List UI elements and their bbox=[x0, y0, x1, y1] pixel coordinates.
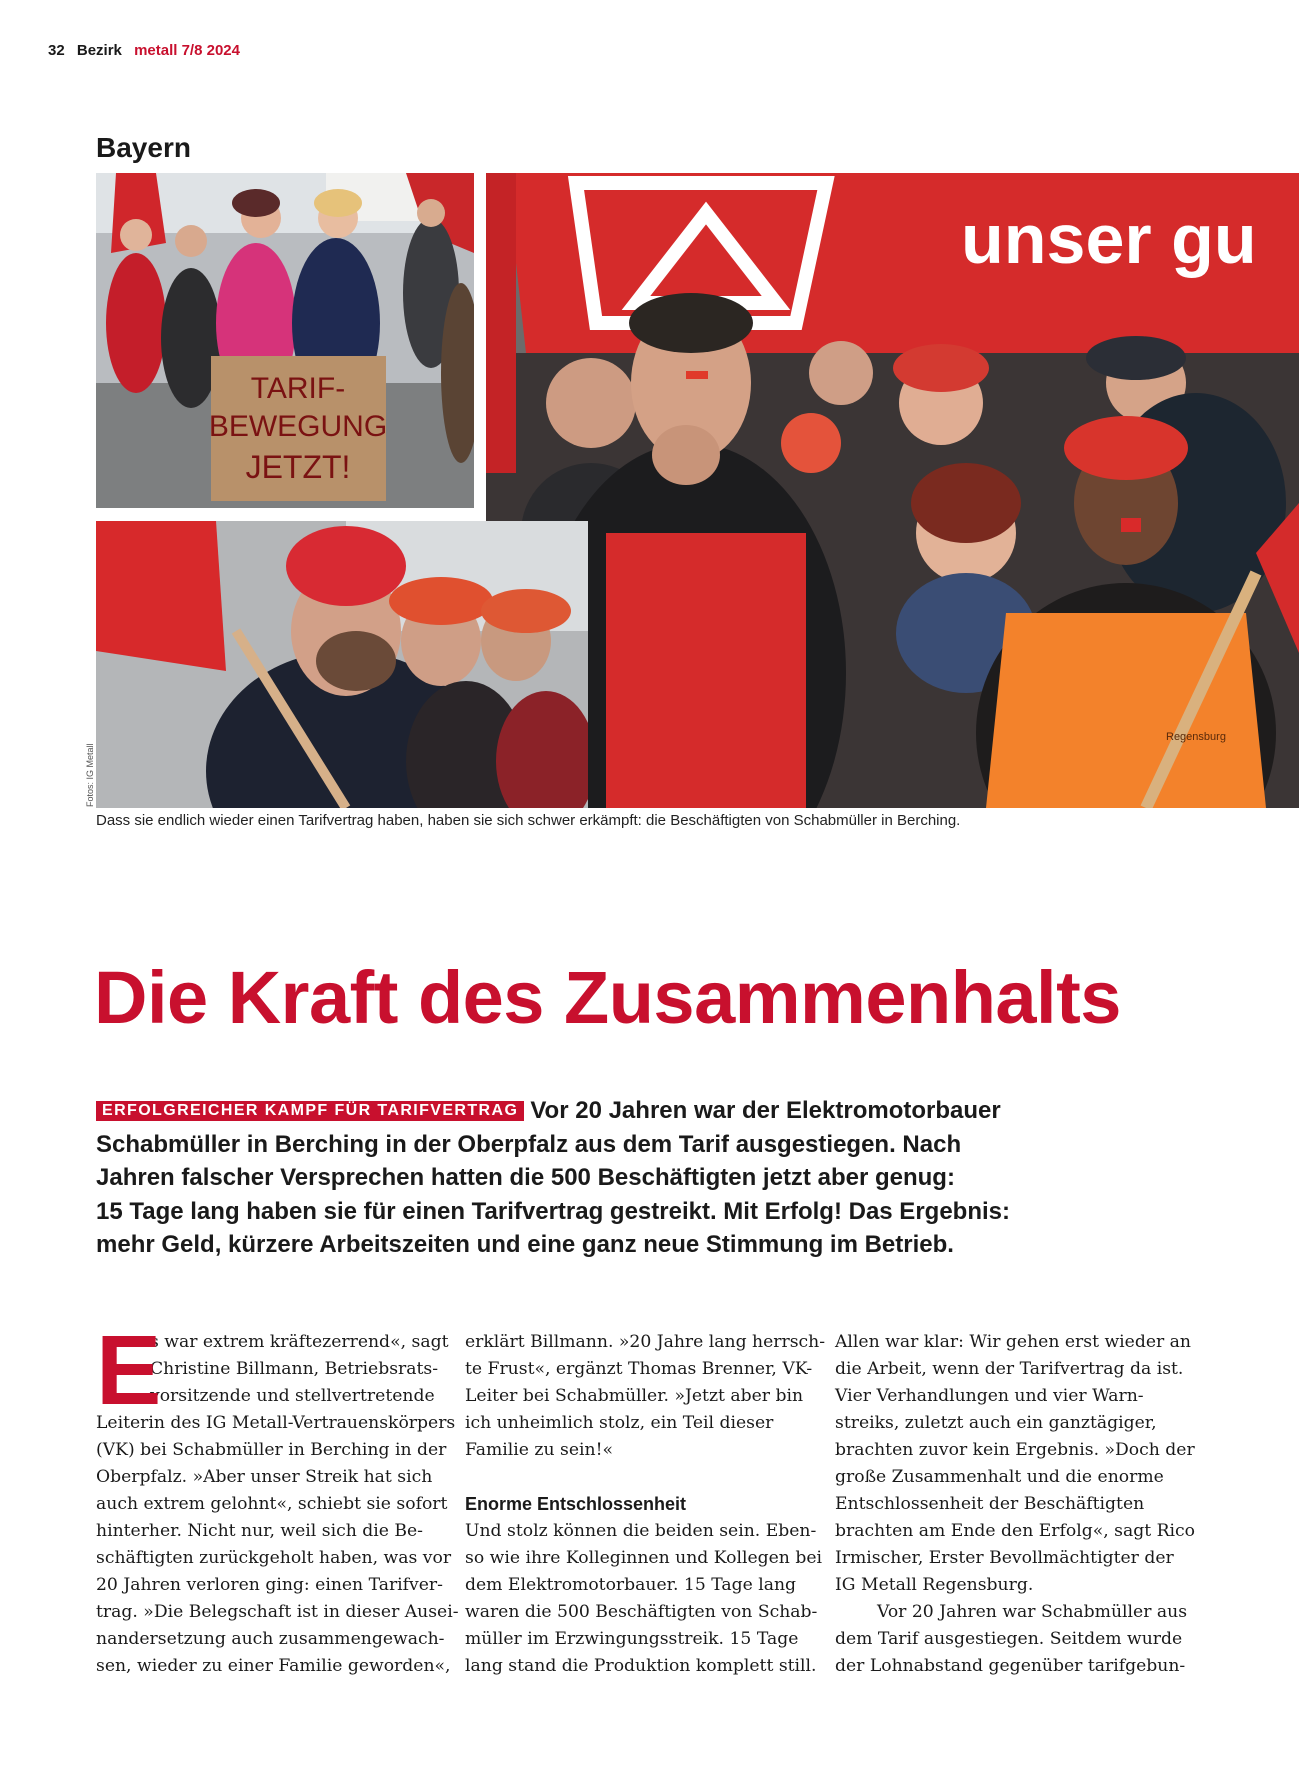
body-line: Familie zu sein!« bbox=[465, 1440, 613, 1460]
body-line: Vor 20 Jahren war Schabmüller aus bbox=[877, 1602, 1188, 1622]
body-column-2 bbox=[465, 1329, 825, 1680]
page-number: 32 bbox=[48, 42, 65, 59]
body-line: erklärt Billmann. »20 Jahre lang herrsch- bbox=[465, 1332, 826, 1352]
photo-credit: Fotos: IG Metall bbox=[85, 743, 95, 807]
article-lead bbox=[96, 1094, 1026, 1262]
subheading: Enorme Entschlossenheit bbox=[465, 1494, 687, 1514]
body-line: Vier Verhandlungen und vier Warn- bbox=[835, 1386, 1144, 1406]
body-line: te Frust«, ergänzt Thomas Brenner, VK- bbox=[465, 1359, 813, 1379]
body-line: waren die 500 Beschäftigten von Schab- bbox=[465, 1602, 818, 1622]
lead-line-2: Schabmüller in Berching in der Oberpfalz aus dem Tarif ausgestiegen. Nach bbox=[96, 1130, 962, 1158]
body-line: große Zusammenhalt und die enorme bbox=[835, 1467, 1164, 1487]
body-line: brachten zuvor kein Ergebnis. »Doch der bbox=[835, 1440, 1195, 1460]
region-title: Bayern bbox=[96, 132, 191, 163]
photo-sign-protest bbox=[96, 173, 474, 508]
body-line: brachten am Ende den Erfolg«, sagt Rico bbox=[835, 1521, 1196, 1541]
body-line: streiks, zuletzt auch ein ganztägiger, bbox=[835, 1413, 1157, 1433]
sign-line-2: BEWEGUNG bbox=[208, 410, 388, 443]
body-line: müller im Erzwingungsstreik. 15 Tage bbox=[465, 1629, 799, 1649]
photo-caption: Dass sie endlich wieder einen Tarifvertrag haben, haben sie sich schwer erkämpft: die Beschäftigten von Schabmüller in Berching. bbox=[96, 812, 961, 829]
photo-banner-crowd bbox=[486, 173, 1299, 808]
sign-line-3: JETZT! bbox=[245, 449, 351, 485]
sign-line-1: TARIF- bbox=[250, 372, 346, 405]
body-line: Und stolz können die beiden sein. Eben- bbox=[465, 1521, 817, 1541]
body-column-1 bbox=[96, 1315, 459, 1680]
lead-line-4: 15 Tage lang haben sie für einen Tarifvertrag gestreikt. Mit Erfolg! Das Ergebnis: bbox=[96, 1197, 1010, 1225]
body-line: die Arbeit, wenn der Tarifvertrag da ist. bbox=[835, 1359, 1184, 1379]
photo-beanie-crowd bbox=[96, 521, 588, 808]
vest-text: Regensburg bbox=[1166, 731, 1226, 743]
lead-line-5: mehr Geld, kürzere Arbeitszeiten und eine ganz neue Stimmung im Betrieb. bbox=[96, 1231, 954, 1258]
body-line: vorsitzende und stellvertretende bbox=[150, 1386, 435, 1406]
body-line: so wie ihre Kolleginnen und Kollegen bei bbox=[465, 1548, 823, 1568]
body-line: der Lohnabstand gegenüber tarifgebun- bbox=[835, 1656, 1186, 1676]
body-line: (VK) bei Schabmüller in Berching in der bbox=[96, 1440, 447, 1460]
lead-line-3: Jahren falscher Versprechen hatten die 500 Beschäftigten jetzt aber genug: bbox=[96, 1164, 955, 1191]
drop-cap: E bbox=[96, 1315, 162, 1425]
body-line: dem Tarif ausgestiegen. Seitdem wurde bbox=[835, 1629, 1183, 1649]
body-line: IG Metall Regensburg. bbox=[835, 1575, 1034, 1595]
banner-text: unser gu bbox=[961, 200, 1257, 278]
body-line: Leiterin des IG Metall-Vertrauenskörpers bbox=[96, 1413, 456, 1433]
body-column-3 bbox=[835, 1329, 1195, 1680]
body-line: sen, wieder zu einer Familie geworden«, bbox=[96, 1656, 451, 1676]
body-line: trag. »Die Belegschaft ist in dieser Ausei- bbox=[96, 1602, 459, 1622]
body-line: Christine Billmann, Betriebsrats- bbox=[150, 1359, 439, 1379]
body-line: Oberpfalz. »Aber unser Streik hat sich bbox=[96, 1467, 433, 1487]
section-label: Bezirk bbox=[76, 42, 122, 59]
body-line: ich unheimlich stolz, ein Teil dieser bbox=[465, 1413, 774, 1433]
body-line: 20 Jahren verloren ging: einen Tarifver- bbox=[96, 1575, 443, 1595]
body-line: Leiter bei Schabmüller. »Jetzt aber bin bbox=[465, 1386, 804, 1406]
body-line: schäftigten zurückgeholt haben, was vor bbox=[96, 1548, 452, 1568]
magazine-issue: metall 7/8 2024 bbox=[134, 42, 240, 59]
body-line: nandersetzung auch zusammengewach- bbox=[96, 1629, 445, 1649]
body-line: s war extrem kräftezerrend«, sagt bbox=[150, 1332, 449, 1352]
page-header bbox=[48, 42, 248, 59]
body-line: dem Elektromotorbauer. 15 Tage lang bbox=[465, 1575, 797, 1595]
kicker-badge: ERFOLGREICHER KAMPF FÜR TARIFVERTRAG bbox=[96, 1101, 524, 1121]
body-line: hinterher. Nicht nur, weil sich die Be- bbox=[96, 1521, 423, 1541]
body-line: Allen war klar: Wir gehen erst wieder an bbox=[835, 1332, 1191, 1352]
lead-line-1: ERFOLGREICHER KAMPF FÜR TARIFVERTRAG Vor 20 Jahren war der Elektromotorbauer bbox=[96, 1094, 1026, 1128]
body-line: Entschlossenheit der Beschäftigten bbox=[835, 1494, 1145, 1514]
body-line: Irmischer, Erster Bevollmächtigter der bbox=[835, 1548, 1174, 1568]
article-headline: Die Kraft des Zusammenhalts bbox=[94, 956, 1121, 1039]
body-line: lang stand die Produktion komplett still. bbox=[465, 1656, 817, 1676]
body-line: auch extrem gelohnt«, schiebt sie sofort bbox=[96, 1494, 448, 1514]
